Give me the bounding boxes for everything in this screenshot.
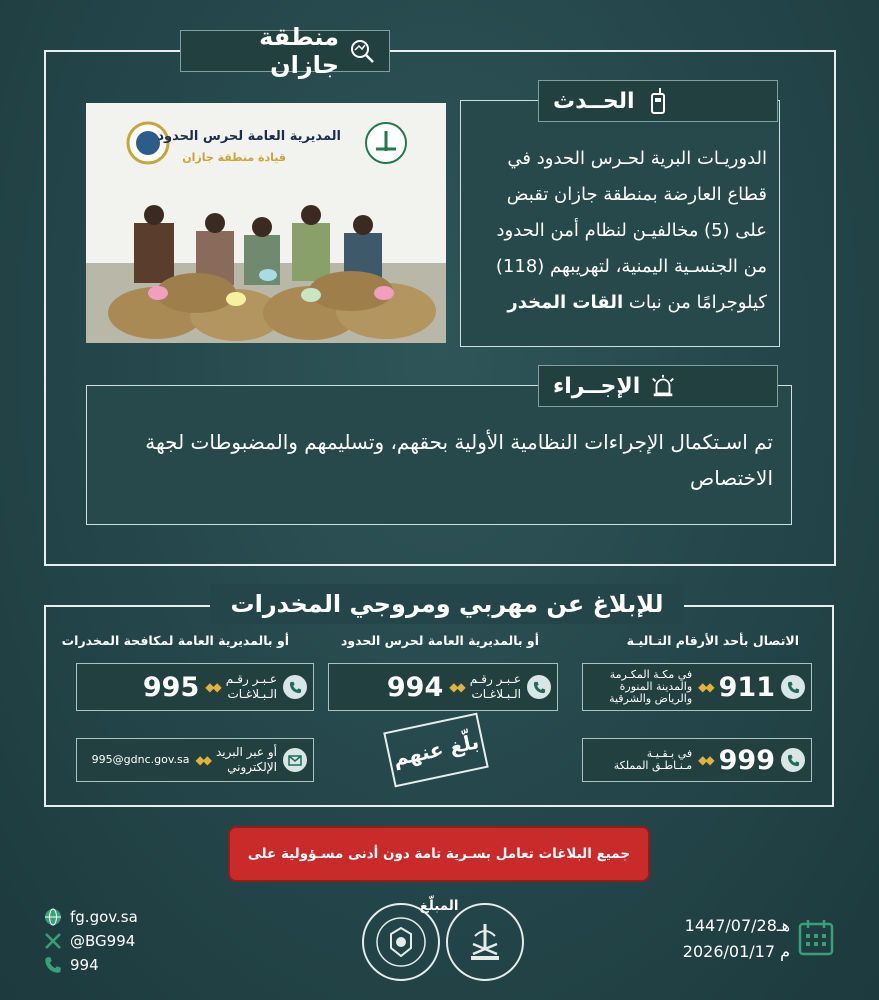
date-hijri: 1447/07/28هـ: [684, 916, 790, 935]
report-col-left-header: أو بالمديرية العامة لمكافحة المخدرات: [61, 633, 289, 648]
footer-website[interactable]: fg.gov.sa: [70, 908, 138, 926]
moi-emblem: [446, 903, 524, 981]
seizure-photo: [86, 103, 446, 343]
hotline-995-box[interactable]: [76, 663, 314, 711]
photo-banner-subtitle: قيادة منطقة جازان: [182, 151, 286, 164]
footer-contacts: [44, 905, 214, 977]
action-title: الإجــراء: [553, 373, 641, 399]
hotline-994-number: 994: [386, 671, 444, 703]
border-guard-emblem: [362, 903, 440, 981]
phone-icon: [44, 956, 62, 974]
hotline-995-desc: عـبـر رقـم الـبـلاغـات: [225, 672, 277, 701]
action-body: تم اسـتكمال الإجراءات النظامية الأولية بحقهم، وتسليمهم والمضبوطات لجهة الاختصاص: [145, 430, 773, 490]
email-address[interactable]: 995@gdnc.gov.sa: [91, 753, 190, 766]
email-desc: أو عبر البريد الإلكتروني: [215, 745, 277, 774]
globe-icon: [44, 908, 62, 926]
footer-x-handle[interactable]: @BG994: [70, 932, 136, 950]
chevrons-icon: ◆◆: [698, 753, 713, 767]
event-title: الحــدث: [553, 88, 635, 114]
hotline-911-desc: في مكـة المكـرمة والمدينة المنورة والرياض والشرقية: [609, 668, 693, 705]
confidentiality-notice: [230, 828, 648, 914]
notice-text: جميع البلاغات تعامل بسـرية تامة دون أدنى مسـؤولية على المبلّغ: [247, 846, 631, 914]
footer-phone-row[interactable]: [44, 953, 214, 977]
hotline-995-number: 995: [142, 671, 200, 703]
event-title-tag: [538, 80, 778, 122]
event-box: [460, 100, 780, 347]
footer-dates: [650, 913, 790, 965]
region-title-tag: [180, 23, 390, 79]
hotline-999-number: 999: [718, 744, 775, 776]
siren-icon: [650, 373, 676, 399]
event-body: [471, 141, 767, 321]
hotline-994-desc: عـبـر رقـم الـبـلاغـات: [469, 672, 521, 701]
chevrons-icon: ◆◆: [449, 680, 464, 694]
phone-icon: [781, 675, 805, 699]
mail-icon: [283, 748, 307, 772]
region-title: منطقة جازان: [259, 23, 339, 79]
walkie-talkie-icon: [645, 88, 671, 114]
hotline-911-box[interactable]: [582, 663, 812, 711]
report-title: للإبلاغ عن مهربي ومروجي المخدرات: [230, 590, 664, 618]
chevrons-icon: ◆◆: [698, 680, 713, 694]
phone-icon: [283, 675, 307, 699]
footer-phone[interactable]: 994: [70, 956, 99, 974]
chevrons-icon: ◆◆: [205, 680, 220, 694]
chevrons-icon: ◆◆: [195, 753, 210, 767]
stamp-text: بلّغ عنهم: [390, 729, 482, 771]
hotline-999-desc: في بـقـيـة مـنـاطـق المملكة: [613, 747, 693, 772]
event-body-bold: القات المخدر: [507, 292, 624, 313]
email-box[interactable]: [76, 738, 314, 782]
search-map-icon: [349, 38, 375, 64]
calendar-icon: [798, 918, 834, 960]
hotline-911-number: 911: [718, 671, 775, 703]
date-gregorian: 2026/01/17 م: [682, 942, 790, 961]
event-body-main: الدوريـات البرية لحـرس الحدود في قطاع العارضة بمنطقة جازان تقبض على (5) مخالفيـن لنظام أمن الحدود من الجنسـية اليمنية، لتهريبهم (118) كيلوجرامًا من نبات: [495, 148, 767, 313]
footer-x-row[interactable]: [44, 929, 214, 953]
action-title-tag: [538, 365, 778, 407]
report-col-right-header: الاتصال بأحد الأرقام التـاليـة: [626, 633, 799, 648]
phone-icon: [527, 675, 551, 699]
x-logo-icon: [44, 932, 62, 950]
photo-banner-title: المديرية العامة لحرس الحدود: [157, 129, 341, 144]
hotline-994-box[interactable]: [328, 663, 558, 711]
hotline-999-box[interactable]: [582, 738, 812, 782]
phone-icon: [781, 748, 805, 772]
report-col-mid-header: أو بالمديرية العامة لحرس الحدود: [340, 633, 539, 648]
footer-website-row[interactable]: [44, 905, 214, 929]
